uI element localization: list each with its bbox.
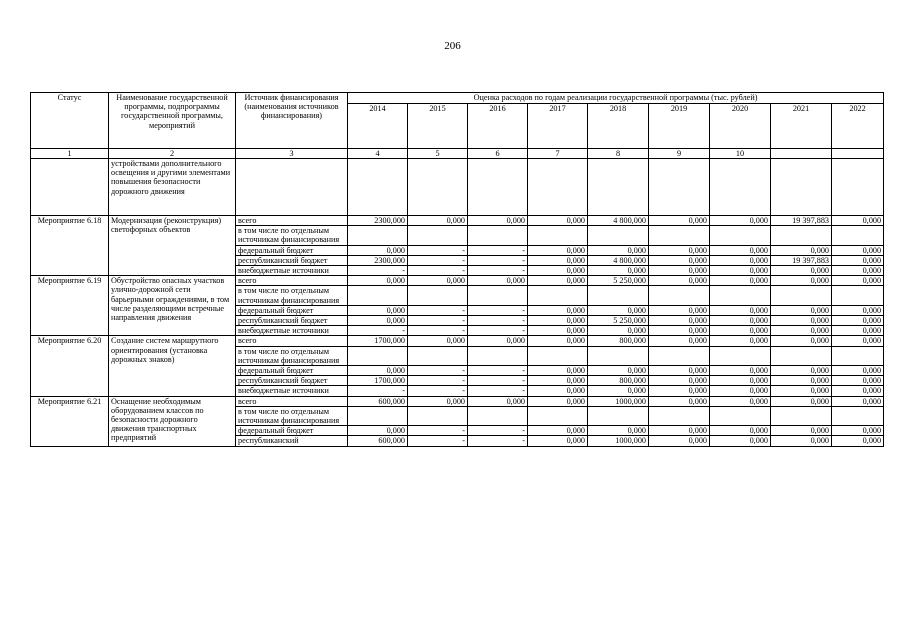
value-cell: 0,000 xyxy=(649,366,710,376)
header-source: Источник финансирования (наименования источников финансирования) xyxy=(236,93,348,149)
column-number xyxy=(771,149,832,159)
value-cell: 0,000 xyxy=(348,366,408,376)
value-cell: 0,000 xyxy=(710,266,771,276)
value-cell: 0,000 xyxy=(649,305,710,315)
measure-status: Мероприятие 6.18 xyxy=(31,216,109,276)
measure-name: Обустройство опасных участков улично-дорожной сети барьерными ограждениями, в том числе разделяющими встречные направления движения xyxy=(109,276,236,336)
value-cell xyxy=(408,346,468,365)
value-cell: 0,000 xyxy=(710,245,771,255)
value-cell: 0,000 xyxy=(832,426,884,436)
value-cell: 2300,000 xyxy=(348,216,408,226)
value-cell: 0,000 xyxy=(832,396,884,406)
value-cell: - xyxy=(468,245,528,255)
value-cell: 0,000 xyxy=(710,426,771,436)
value-cell: 0,000 xyxy=(528,276,588,286)
value-cell: - xyxy=(468,316,528,326)
value-cell: 0,000 xyxy=(832,316,884,326)
value-cell xyxy=(710,226,771,245)
value-cell: 0,000 xyxy=(832,376,884,386)
funding-source: федеральный бюджет xyxy=(236,305,348,315)
value-cell xyxy=(649,286,710,305)
value-cell: 0,000 xyxy=(832,245,884,255)
value-cell: 0,000 xyxy=(588,366,649,376)
measure-name: Модернизация (реконструкция) светофорных объектов xyxy=(109,216,236,276)
value-cell: 0,000 xyxy=(528,336,588,346)
value-cell: - xyxy=(468,436,528,446)
value-cell xyxy=(771,346,832,365)
column-number: 9 xyxy=(649,149,710,159)
value-cell: 0,000 xyxy=(710,376,771,386)
value-cell: 1700,000 xyxy=(348,336,408,346)
value-cell xyxy=(468,159,528,216)
value-cell: 0,000 xyxy=(528,386,588,396)
value-cell: 0,000 xyxy=(832,366,884,376)
value-cell: 19 397,883 xyxy=(771,216,832,226)
budget-table xyxy=(30,92,884,447)
funding-source: республиканский бюджет xyxy=(236,255,348,265)
value-cell: 0,000 xyxy=(528,436,588,446)
column-number: 10 xyxy=(710,149,771,159)
value-cell: - xyxy=(348,326,408,336)
value-cell: 0,000 xyxy=(348,276,408,286)
value-cell: 800,000 xyxy=(588,336,649,346)
header-estimate: Оценка расходов по годам реализации государственной программы (тыс. рублей) xyxy=(348,93,884,104)
value-cell: 2300,000 xyxy=(348,255,408,265)
value-cell: 0,000 xyxy=(588,386,649,396)
value-cell: 0,000 xyxy=(528,326,588,336)
table-row xyxy=(31,276,884,286)
value-cell: - xyxy=(468,305,528,315)
header-year: 2021 xyxy=(771,104,832,149)
value-cell: - xyxy=(408,366,468,376)
value-cell xyxy=(710,346,771,365)
value-cell: 0,000 xyxy=(348,316,408,326)
table-row xyxy=(31,216,884,226)
value-cell xyxy=(771,406,832,425)
value-cell xyxy=(710,159,771,216)
value-cell xyxy=(771,226,832,245)
value-cell: - xyxy=(468,366,528,376)
value-cell: 1700,000 xyxy=(348,376,408,386)
funding-source: федеральный бюджет xyxy=(236,366,348,376)
value-cell: 0,000 xyxy=(771,336,832,346)
value-cell: - xyxy=(408,316,468,326)
value-cell: - xyxy=(408,436,468,446)
value-cell: 0,000 xyxy=(588,245,649,255)
value-cell: 4 800,000 xyxy=(588,216,649,226)
value-cell: - xyxy=(408,305,468,315)
value-cell: 0,000 xyxy=(710,276,771,286)
value-cell: 0,000 xyxy=(710,396,771,406)
value-cell xyxy=(832,286,884,305)
value-cell: 0,000 xyxy=(649,396,710,406)
value-cell: 0,000 xyxy=(528,305,588,315)
value-cell xyxy=(408,159,468,216)
value-cell: 0,000 xyxy=(771,245,832,255)
value-cell: 0,000 xyxy=(348,305,408,315)
value-cell xyxy=(588,286,649,305)
value-cell: 0,000 xyxy=(649,426,710,436)
value-cell: - xyxy=(408,386,468,396)
value-cell: 0,000 xyxy=(408,336,468,346)
funding-source: всего xyxy=(236,216,348,226)
source-cell xyxy=(236,159,348,216)
column-number: 6 xyxy=(468,149,528,159)
value-cell: - xyxy=(468,386,528,396)
header-year: 2014 xyxy=(348,104,408,149)
value-cell xyxy=(348,159,408,216)
funding-source: в том числе по отдельным источникам финансирования xyxy=(236,346,348,365)
value-cell: 0,000 xyxy=(588,326,649,336)
value-cell xyxy=(832,159,884,216)
value-cell: 0,000 xyxy=(649,266,710,276)
value-cell: 1000,000 xyxy=(588,396,649,406)
header-year: 2020 xyxy=(710,104,771,149)
value-cell: 0,000 xyxy=(771,436,832,446)
value-cell: 0,000 xyxy=(710,316,771,326)
value-cell: 0,000 xyxy=(588,266,649,276)
funding-source: внебюджетные источники xyxy=(236,386,348,396)
value-cell: 0,000 xyxy=(832,386,884,396)
value-cell xyxy=(832,346,884,365)
value-cell: 0,000 xyxy=(832,255,884,265)
value-cell: - xyxy=(468,426,528,436)
value-cell: 0,000 xyxy=(649,436,710,446)
header-year: 2015 xyxy=(408,104,468,149)
value-cell: 5 250,000 xyxy=(588,276,649,286)
measure-name: устройствами дополнительного освещения и другими элементами повышения безопасности дорожного движения xyxy=(109,159,236,216)
value-cell: 0,000 xyxy=(710,305,771,315)
value-cell: 0,000 xyxy=(649,336,710,346)
value-cell xyxy=(348,346,408,365)
value-cell xyxy=(710,406,771,425)
continuation-row xyxy=(31,159,884,216)
value-cell xyxy=(588,226,649,245)
funding-source: всего xyxy=(236,336,348,346)
value-cell xyxy=(468,286,528,305)
measure-status: Мероприятие 6.20 xyxy=(31,336,109,396)
value-cell: 0,000 xyxy=(528,396,588,406)
value-cell xyxy=(832,406,884,425)
value-cell xyxy=(408,226,468,245)
column-number: 2 xyxy=(109,149,236,159)
value-cell: 0,000 xyxy=(528,255,588,265)
value-cell xyxy=(528,286,588,305)
header-name: Наименование государственной программы, подпрограммы государственной программы, мероприятий xyxy=(109,93,236,149)
value-cell: 4 800,000 xyxy=(588,255,649,265)
value-cell: 0,000 xyxy=(710,386,771,396)
value-cell xyxy=(408,286,468,305)
value-cell xyxy=(771,286,832,305)
header-status: Статус xyxy=(31,93,109,149)
value-cell: 0,000 xyxy=(649,276,710,286)
value-cell: 0,000 xyxy=(528,426,588,436)
value-cell: 0,000 xyxy=(832,436,884,446)
value-cell: - xyxy=(468,255,528,265)
value-cell xyxy=(348,286,408,305)
value-cell: 0,000 xyxy=(771,426,832,436)
value-cell xyxy=(528,226,588,245)
value-cell: 0,000 xyxy=(528,316,588,326)
value-cell: 0,000 xyxy=(771,376,832,386)
value-cell: 0,000 xyxy=(468,216,528,226)
funding-source: в том числе по отдельным источникам финансирования xyxy=(236,406,348,425)
value-cell: 0,000 xyxy=(710,436,771,446)
value-cell: 0,000 xyxy=(771,266,832,276)
value-cell: 0,000 xyxy=(528,376,588,386)
column-number: 1 xyxy=(31,149,109,159)
value-cell xyxy=(408,406,468,425)
value-cell: - xyxy=(468,376,528,386)
value-cell: 5 250,000 xyxy=(588,316,649,326)
value-cell: - xyxy=(348,266,408,276)
value-cell: 0,000 xyxy=(649,216,710,226)
value-cell: 0,000 xyxy=(832,326,884,336)
value-cell: 0,000 xyxy=(468,276,528,286)
value-cell: 0,000 xyxy=(771,396,832,406)
table-row xyxy=(31,396,884,406)
column-number: 7 xyxy=(528,149,588,159)
value-cell: 0,000 xyxy=(528,245,588,255)
value-cell: 0,000 xyxy=(832,266,884,276)
value-cell: 0,000 xyxy=(771,276,832,286)
column-number: 5 xyxy=(408,149,468,159)
value-cell: 0,000 xyxy=(710,326,771,336)
value-cell: 0,000 xyxy=(710,255,771,265)
value-cell: 0,000 xyxy=(832,336,884,346)
funding-source: республиканский бюджет xyxy=(236,376,348,386)
page-number: 206 xyxy=(444,40,461,52)
value-cell xyxy=(468,226,528,245)
value-cell: 0,000 xyxy=(528,366,588,376)
value-cell: - xyxy=(408,376,468,386)
funding-source: всего xyxy=(236,396,348,406)
value-cell xyxy=(468,406,528,425)
funding-source: всего xyxy=(236,276,348,286)
value-cell: 0,000 xyxy=(649,316,710,326)
value-cell: 0,000 xyxy=(348,426,408,436)
value-cell: - xyxy=(468,326,528,336)
value-cell: 0,000 xyxy=(710,336,771,346)
value-cell: 600,000 xyxy=(348,396,408,406)
value-cell xyxy=(649,406,710,425)
funding-source: федеральный бюджет xyxy=(236,245,348,255)
value-cell: 0,000 xyxy=(588,305,649,315)
column-number xyxy=(832,149,884,159)
value-cell: 0,000 xyxy=(832,216,884,226)
value-cell: 600,000 xyxy=(348,436,408,446)
table-row xyxy=(31,336,884,346)
value-cell: 0,000 xyxy=(649,326,710,336)
value-cell: 0,000 xyxy=(348,245,408,255)
column-number-row xyxy=(31,149,884,159)
value-cell: 0,000 xyxy=(771,326,832,336)
funding-source: федеральный бюджет xyxy=(236,426,348,436)
value-cell: 0,000 xyxy=(588,426,649,436)
value-cell: - xyxy=(408,266,468,276)
value-cell: 0,000 xyxy=(649,255,710,265)
value-cell xyxy=(528,406,588,425)
value-cell: - xyxy=(408,255,468,265)
funding-source: в том числе по отдельным источникам финансирования xyxy=(236,226,348,245)
measure-name: Создание систем маршрутного ориентирования (установка дорожных знаков) xyxy=(109,336,236,396)
funding-source: внебюджетные источники xyxy=(236,326,348,336)
value-cell: 0,000 xyxy=(528,266,588,276)
value-cell xyxy=(649,346,710,365)
value-cell xyxy=(588,346,649,365)
value-cell: 0,000 xyxy=(649,245,710,255)
value-cell xyxy=(649,159,710,216)
header-year: 2016 xyxy=(468,104,528,149)
status-cell xyxy=(31,159,109,216)
value-cell: 0,000 xyxy=(771,305,832,315)
funding-source: в том числе по отдельным источникам финансирования xyxy=(236,286,348,305)
value-cell xyxy=(468,346,528,365)
header-year: 2017 xyxy=(528,104,588,149)
value-cell: 0,000 xyxy=(771,386,832,396)
value-cell: 19 397,883 xyxy=(771,255,832,265)
value-cell xyxy=(588,159,649,216)
column-number: 8 xyxy=(588,149,649,159)
value-cell: 1000,000 xyxy=(588,436,649,446)
value-cell: 0,000 xyxy=(649,386,710,396)
measure-status: Мероприятие 6.19 xyxy=(31,276,109,336)
value-cell: 0,000 xyxy=(771,366,832,376)
value-cell: 0,000 xyxy=(528,216,588,226)
value-cell: 0,000 xyxy=(771,316,832,326)
table-body xyxy=(31,159,884,447)
header-year: 2022 xyxy=(832,104,884,149)
value-cell xyxy=(771,159,832,216)
funding-source: республиканский бюджет xyxy=(236,316,348,326)
value-cell xyxy=(649,226,710,245)
value-cell xyxy=(588,406,649,425)
value-cell: 0,000 xyxy=(408,396,468,406)
value-cell: - xyxy=(348,386,408,396)
value-cell xyxy=(528,159,588,216)
value-cell: 0,000 xyxy=(710,366,771,376)
value-cell: 0,000 xyxy=(468,336,528,346)
funding-source: внебюджетные источники xyxy=(236,266,348,276)
value-cell: 0,000 xyxy=(832,276,884,286)
value-cell: 800,000 xyxy=(588,376,649,386)
value-cell: 0,000 xyxy=(408,276,468,286)
value-cell: - xyxy=(408,426,468,436)
column-number: 4 xyxy=(348,149,408,159)
header-year: 2018 xyxy=(588,104,649,149)
header-year: 2019 xyxy=(649,104,710,149)
value-cell xyxy=(348,226,408,245)
value-cell: 0,000 xyxy=(468,396,528,406)
value-cell: - xyxy=(408,245,468,255)
funding-source: республиканский xyxy=(236,436,348,446)
value-cell: 0,000 xyxy=(408,216,468,226)
column-number: 3 xyxy=(236,149,348,159)
value-cell: - xyxy=(468,266,528,276)
value-cell xyxy=(348,406,408,425)
value-cell xyxy=(832,226,884,245)
value-cell: 0,000 xyxy=(710,216,771,226)
value-cell xyxy=(710,286,771,305)
measure-name: Оснащение необходимым оборудованием классов по безопасности дорожного движения транспортных предприятий xyxy=(109,396,236,446)
value-cell: - xyxy=(408,326,468,336)
value-cell: 0,000 xyxy=(832,305,884,315)
value-cell: 0,000 xyxy=(649,376,710,386)
measure-status: Мероприятие 6.21 xyxy=(31,396,109,446)
value-cell xyxy=(528,346,588,365)
